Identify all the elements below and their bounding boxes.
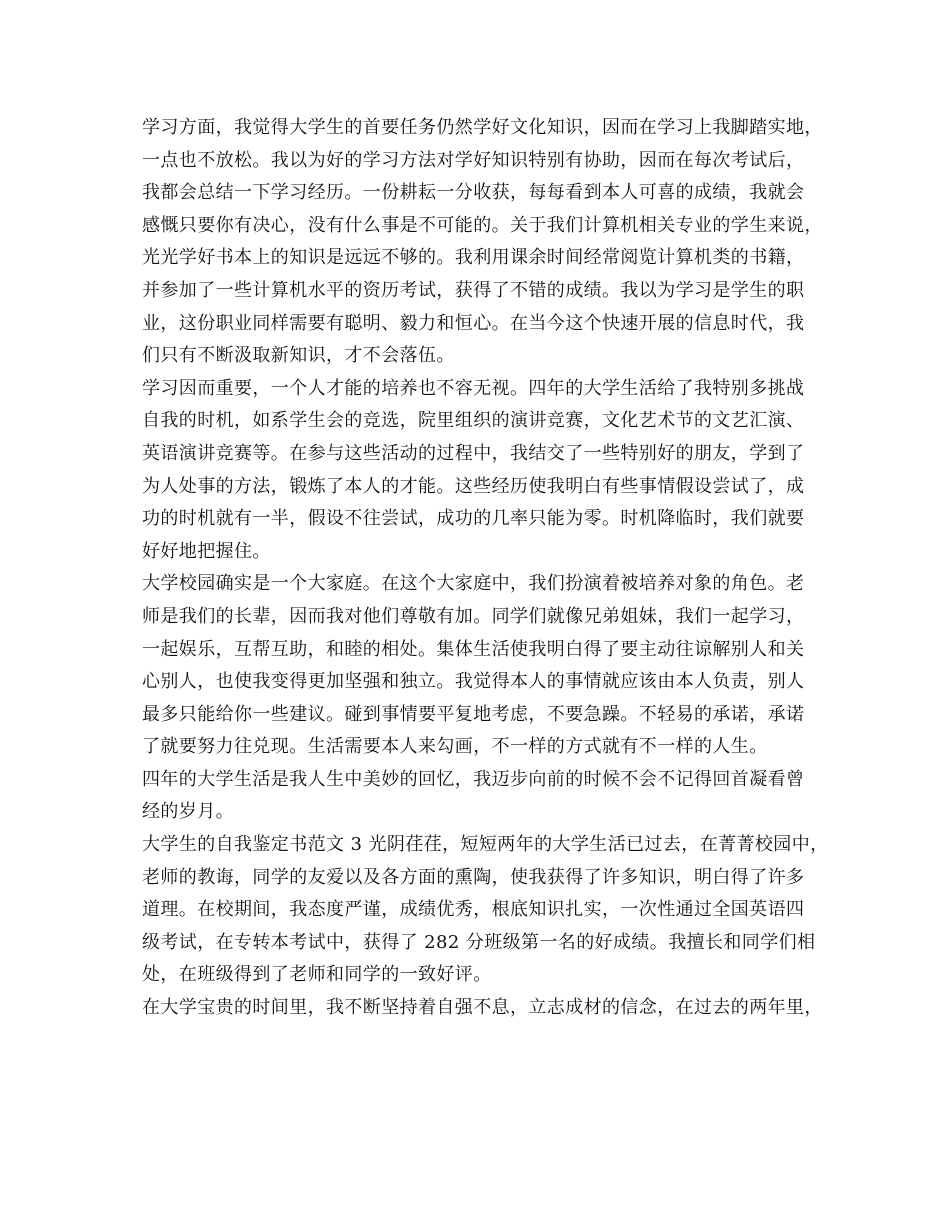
text-line: 们只有不断汲取新知识，才不会落伍。 — [142, 345, 455, 367]
text-line: 光光学好书本上的知识是远远不够的。我利用课余时间经常阅览计算机类的书籍， — [142, 247, 805, 269]
text-line: 老师的教诲，同学的友爱以及各方面的熏陶，使我获得了许多知识，明白得了许多 — [142, 866, 805, 888]
text-line: 大学生的自我鉴定书范文 3 光阴荏荏，短短两年的大学生活已过去，在菁菁校园中， — [142, 834, 829, 856]
text-line: 处，在班级得到了老师和同学的一致好评。 — [142, 964, 492, 986]
document-body — [142, 112, 832, 1025]
text-line: 了就要努力往兑现。生活需要本人来勾画，不一样的方式就有不一样的人生。 — [142, 736, 768, 758]
text-line: 大学校园确实是一个大家庭。在这个大家庭中，我们扮演着被培养对象的角色。老 — [142, 573, 805, 595]
text-line: 我都会总结一下学习经历。一份耕耘一分收获，每每看到本人可喜的成绩，我就会 — [142, 182, 805, 204]
text-line: 最多只能给你一些建议。碰到事情要平复地考虑，不要急躁。不轻易的承诺，承诺 — [142, 703, 805, 725]
text-line: 一起娱乐，互帮互助，和睦的相处。集体生活使我明白得了要主动往谅解别人和关 — [142, 638, 805, 660]
text-line: 一点也不放松。我以为好的学习方法对学好知识特别有协助，因而在每次考试后， — [142, 149, 805, 171]
text-line: 学习因而重要，一个人才能的培养也不容无视。四年的大学生活给了我特别多挑战 — [142, 377, 805, 399]
text-line: 功的时机就有一半，假设不往尝试，成功的几率只能为零。时机降临时，我们就要 — [142, 508, 805, 530]
text-line: 级考试，在专转本考试中，获得了 282 分班级第一名的好成绩。我擅长和同学们相 — [142, 931, 816, 953]
text-line: 四年的大学生活是我人生中美妙的回忆，我迈步向前的时候不会不记得回首凝看曾 — [142, 768, 805, 790]
text-line: 在大学宝贵的时间里，我不断坚持着自强不息，立志成材的信念，在过去的两年里， — [142, 997, 823, 1019]
text-line: 并参加了一些计算机水平的资历考试，获得了不错的成绩。我以为学习是学生的职 — [142, 279, 805, 301]
text-line: 自我的时机，如系学生会的竞选，院里组织的演讲竞赛，文化艺术节的文艺汇演、 — [142, 410, 805, 432]
text-line: 好好地把握住。 — [142, 540, 271, 562]
text-line: 道理。在校期间，我态度严谨，成绩优秀，根底知识扎实，一次性通过全国英语四 — [142, 899, 805, 921]
text-line: 经的岁月。 — [142, 801, 234, 823]
text-line: 业，这份职业同样需要有聪明、毅力和恒心。在当今这个快速开展的信息时代，我 — [142, 312, 805, 334]
text-line: 感慨只要你有决心，没有什么事是不可能的。关于我们计算机相关专业的学生来说， — [142, 214, 823, 236]
text-line: 为人处事的方法，锻炼了本人的才能。这些经历使我明白有些事情假设尝试了，成 — [142, 475, 805, 497]
text-line: 师是我们的长辈，因而我对他们尊敬有加。同学们就像兄弟姐妹，我们一起学习， — [142, 605, 805, 627]
text-line: 学习方面，我觉得大学生的首要任务仍然学好文化知识，因而在学习上我脚踏实地， — [142, 117, 823, 138]
text-line: 英语演讲竞赛等。在参与这些活动的过程中，我结交了一些特别好的朋友，学到了 — [142, 442, 805, 464]
text-line: 心别人，也使我变得更加坚强和独立。我觉得本人的事情就应该由本人负责，别人 — [142, 671, 805, 693]
